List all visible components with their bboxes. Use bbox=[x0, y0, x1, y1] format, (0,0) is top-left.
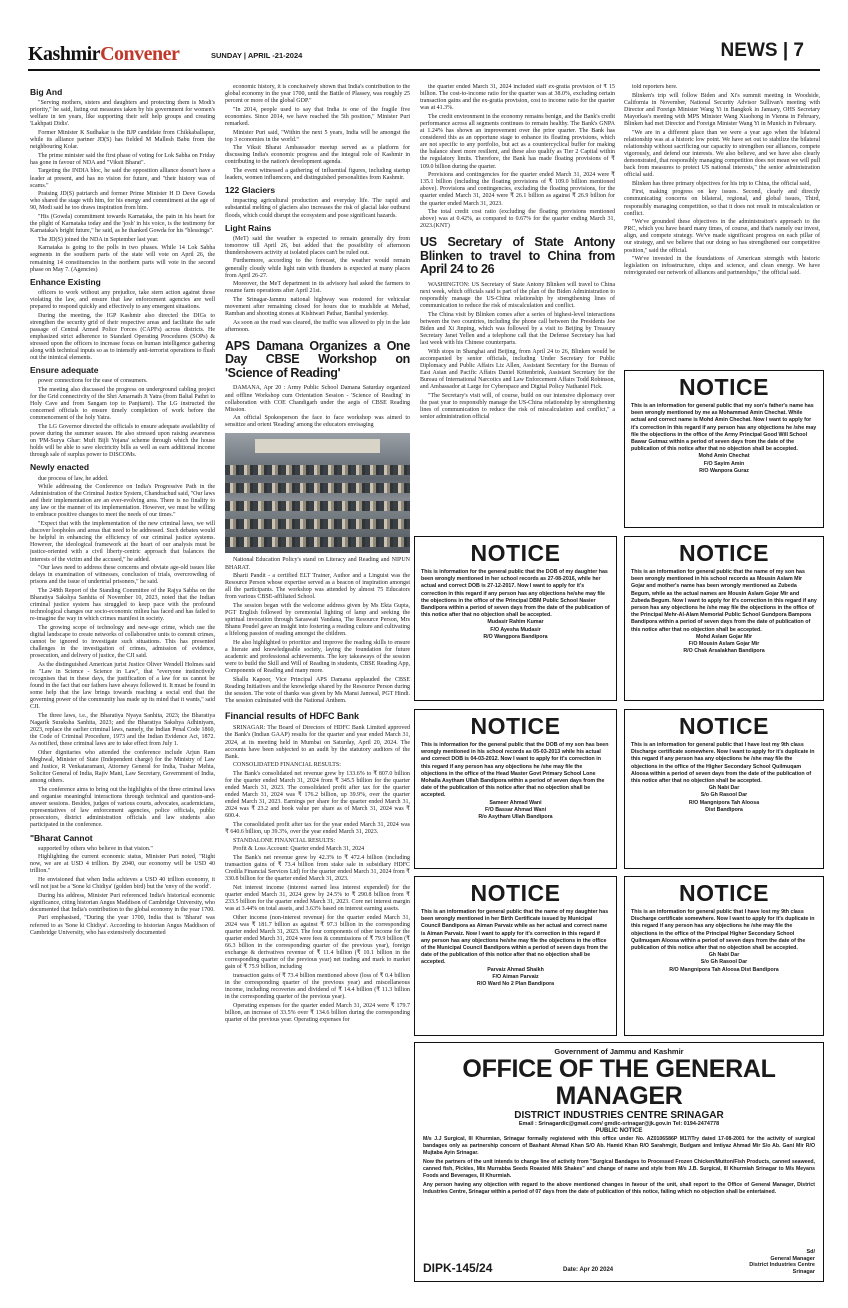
paragraph: (MeT) said the weather is expected to remain generally dry from tomorrow till April 26, but added that the possibility of afternoon thundershowers activity at isolated places can't be ruled out. bbox=[225, 235, 410, 256]
notice-title: NOTICE bbox=[679, 713, 769, 739]
article-column-2 bbox=[225, 84, 410, 1284]
masthead-rule bbox=[28, 69, 820, 71]
govt-body: Now the partners of the unit intends to change line of activity from "Surgical Bandages to Processed Frozen Chicken/Mutton/Fish Products, canned seaweed, canned fish, Pickles, Mix Murrabba Seeds Roasted Milk Shakes" and change of name and style from M/s J.B. Surgical, Ill Khurmiah Srinagar to M/s Meyans Foods and Beverages, Ill Khurmiah. bbox=[423, 1159, 815, 1179]
kicker: Big And bbox=[30, 87, 63, 97]
govt-title: OFFICE OF THE GENERAL MANAGER bbox=[462, 1055, 776, 1110]
notice-signature: S/o Gh Rasool Dar bbox=[700, 792, 748, 799]
notice-signature: R/O Chak Arsalakhan Bandipora bbox=[683, 648, 765, 655]
paragraph: SRINAGAR: The Board of Directors of HDFC Bank Limited approved the Bank's (Indian GAAP) results for the quarter and year ended March 31, 2024, at its meeting held in Mumbai on Saturday, April 20, 2024. The accounts have been subjected to an audit by the statutory auditors of the Bank. bbox=[225, 725, 410, 760]
govt-contact: Email : Srinagardic@gmail.com/ gmdic-srinagar@jk.gov.in Tel: 0194-2474778 bbox=[518, 1121, 720, 1127]
paragraph: The Srinagar-Jammu national highway was restored for vehicular movement after remaining closed for hours due to mudslide at Mehad, Ramban and shooting stones at Kishtwari Pathar, Banihal yesterday. bbox=[225, 296, 410, 318]
notice-signature: R/O Wanpora Guraz bbox=[699, 467, 749, 474]
paragraph: The prime minister said the first phase of voting for Lok Sabha on Friday has gone in favour of NDA and "Viksit Bharat". bbox=[30, 152, 215, 166]
paragraph: The three laws, i.e., the Bharatiya Nyaya Sanhita, 2023; the Bharatiya Nagarik Suraksha Sanhita, 2023; and the Bharatiya Sakshya Adhiniyam, 2023, replace the earlier criminal laws, namely, the Indian Penal Code 1860, the Code of Criminal Procedure, 1973 and the Indian Evidence Act, 1872. As notified, these criminal laws are to take effect from July 1. bbox=[30, 713, 215, 748]
paragraph: "His (Gowda) commitment towards Karnataka, the pain in his heart for the plight of Karnataka today and the 'josh' in his voice, is the testimony for Karnataka's bright future," he said, as he thanked Gowda for his "blessings". bbox=[30, 214, 215, 235]
paragraph: Praising JD(S) patriarch and former Prime Minister H D Deve Gowda who shared the stage with him, for his energy and commitment at the age of 90, Modi said he too draws inspiration from him. bbox=[30, 191, 215, 212]
dipk-number: DIPK-145/24 bbox=[423, 1261, 493, 1275]
paragraph: First, making progress on key issues. Second, clearly and directly communicating concerns on bilateral, regional, and global issues, Third, responsibly managing competition, so that it does not result in miscalculation or conflict. bbox=[624, 189, 820, 217]
government-notice bbox=[414, 1042, 824, 1282]
paragraph: "In 2014, people used to say that India is one of the fragile five economies. Since 2014, we have reached the 5th position," Minister Puri remarked. bbox=[225, 106, 410, 127]
paragraph: As soon as the road was cleared, the traffic was allowed to ply in the late afternoon. bbox=[225, 319, 410, 333]
notice-body: This is an information for general public that my son's father's name has been wrongly mentioned by me as Mohammad Amin Chechat. While actual and correct name is Mohd Amin Chechat. Now I want to apply for it's correction in this regard if any person has any objections he /she may file the objections in the office of the Army Principal Good Will School Bawar Gutmaz within a period of seven days from the date of the publication of this notice after that no objection shall be accepted. bbox=[631, 403, 817, 453]
paragraph: "Serving mothers, sisters and daughters and protecting them is Modi's priority," he said, listing out measures taken by his government for women's welfare in ten years, like supporting their self help groups and creating 'Lakhpati Didis'. bbox=[30, 100, 215, 128]
paragraph: "We are in a different place than we were a year ago when the bilateral relationship was at a historic low point. We have set out to stabilize the bilateral relationship without sacrificing our capacity to strengthen our alliances, compete vigorously, and defend our interests. We also believe, and we have also clearly demonstrated, that responsibly managing competition does not mean we will pull back from measures to protect US national interests," the senior administration official said. bbox=[624, 129, 820, 179]
article-column-3 bbox=[420, 84, 615, 529]
notice-box bbox=[414, 709, 617, 869]
kicker: Enhance Existing bbox=[30, 276, 101, 287]
notice-signature: Parvaiz Ahmad Shaikh bbox=[487, 966, 544, 973]
notice-signature: Gh Nabi Dar bbox=[708, 952, 740, 959]
paragraph: Blinken has three primary objectives for his trip to China, the official said, bbox=[632, 180, 811, 187]
paragraph: National Education Policy's stand on Literacy and Reading and NIPUN BHARAT. bbox=[225, 557, 410, 571]
kicker: Newly enacted bbox=[30, 462, 90, 473]
paragraph: Profit & Loss Account: Quarter ended March 31, 2024 bbox=[233, 846, 365, 853]
masthead bbox=[28, 40, 820, 74]
paragraph: The growing scope of technology and new-age crime, which use the digital landscape to create networks of collaborative units to commit crimes, cannot be ignored to investigate such situations. This has presented challenges in the investigation of crimes, admission of evidence, prosecution, and delivery of justice, the CJI said. bbox=[30, 624, 215, 660]
paragraph: Other income (non-interest revenue) for the quarter ended March 31, 2024 was ₹ 181.7 billion as against ₹ 97.3 billion in the corresponding quarter ended March 31, 2023. The four components of other income for the quarter ended March 31, 2024 were fees & commissions of ₹ 79.9 billion (₹ 66.3 billion in the corresponding quarter of the previous year), foreign exchange & derivatives revenue of ₹ 11.4 billion (₹ 10.1 billion in the corresponding quarter of the previous year) net trading and mark to market gain of ₹ 75.9 billion, including bbox=[225, 914, 410, 971]
notice-signature: R/O Ward No 2 Plan Bandipora bbox=[476, 981, 555, 988]
paragraph: told reporters here. bbox=[632, 84, 678, 90]
paragraph: Other dignitaries who attended the conference include Arjun Ram Meghwal, Minister of State (Independent charge) for the Ministry of Law and Justice, R Venkataramani, Attorney General for India, Tushar Mehta, Solicitor General of India, Rajiv Mani, Law Secretary, Government of India, among others. bbox=[30, 749, 215, 785]
paragraph: He envisioned that when India achieves a USD 40 trillion economy, it will not just be a 'Sone ki Chidiya' (golden bird) but the 'envy of the world'. bbox=[30, 876, 215, 891]
paragraph: "Our laws need to address these concerns and obviate age-old issues like delays in examination of witnesses, conclusion of trials, overcrowding of prisons and the issue of undertrial prisoners," he said. bbox=[30, 565, 215, 586]
govt-line: Government of Jammu and Kashmir bbox=[554, 1047, 684, 1056]
paragraph: The China visit by Blinken comes after a series of highest-level interactions between the two countries, including the phone call between the Presidents Joe Biden and Xi Jinping, which was followed by a visit to Beijing by Treasury Secretary Janet Yellen and a telephone call that the Defense Secretary has had last week with his Chinese counterparts. bbox=[420, 311, 615, 347]
paragraph: impacting agricultural production and everyday life. The rapid and substantial melting of glaciers also increases the risk of glacial lake outburst floods, which could disrupt the ecosystem and pose significant hazards. bbox=[225, 198, 410, 219]
paragraph: "Expect that with the implementation of the new criminal laws, we will discover loopholes and areas that need to be addressed. Such debates would be helpful in enhancing the efficiency of our criminal justice systems. However, the ideological framework at the heart of our analysis must be justice-oriented with a civil liberty-centric approach that balances the interests of the victim and the accused," he added. bbox=[30, 521, 215, 563]
govt-footer bbox=[423, 1249, 815, 1275]
section-label: NEWS | 7 bbox=[720, 40, 804, 61]
headline: APS Damana Organizes a One Day CBSE Workshop on 'Science of Reading' bbox=[225, 338, 410, 380]
paragraph: power connections for the ease of consumers. bbox=[38, 378, 148, 385]
notice-body: This is an information for general public that the name of my son has been wrongly mentioned in his school records as Mousin Aslam Mir Gojar and mother's name has been wrongly mentioned as Zubeda Begum, while as the actual names are Mousin Aslam Gojar Mir and Zubeda Begum. Now I want to apply for it's correction in this regard if any person has any objections he /she may file the objections in the office of the Principal Mehr-Al-Alam Memorial Public School Gundpora Bampora Bandipora within a period of seven days from the date of publication of this notice after that no objection shall be accepted. bbox=[631, 569, 817, 633]
notice-box bbox=[624, 536, 824, 701]
paragraph: The credit environment in the economy remains benign, and the Bank's credit performance across all segments continues to remain healthy. The Bank's GNPA at 1.24% has shown an improvement over the prior quarter. The Bank has considered this as an opportune stage to enhance its floating provisions, which are not specific to any portfolio, but act as a countercyclical buffer for making the balance sheet more resilient, and these also qualify as Tier 2 Capital within the regulatory limits. Therefore, the Bank has made floating provisions of ₹ 109.0 billion during the quarter. bbox=[420, 113, 615, 170]
paragraph: transaction gains of ₹ 73.4 billion mentioned above (loss of ₹ 0.4 billion in the corresponding quarter of the previous year) and miscellaneous income, including recoveries and dividend of ₹ 14.4 billion (₹ 11.3 billion in the corresponding quarter of the previous year). bbox=[225, 972, 410, 1001]
paragraph: The session began with the welcome address given by Ms Ekta Gupta, PGT English followed by ceremonial lighting of lamp and seeking the spiritual invocation through Saraswati Vandana, The Resource Person, Mrs Bhanu Poudel gave an insight into fostering a reading culture and cultivating a lifelong passion of reading amongst the children. bbox=[225, 603, 410, 638]
paragraph: The Bank's net revenue grew by 42.3% to ₹ 472.4 billion (including transaction gains of ₹ 73.4 billion from stake sale in subsidiary HDFC Credila Financial Services Ltd) for the quarter ended March 31, 2024 from ₹ 330.8 billion for the quarter ended March 31, 2023. bbox=[225, 854, 410, 883]
notice-signature: S/o Gh Rasool Dar bbox=[700, 959, 748, 966]
paragraph: The total credit cost ratio (excluding the floating provisions mentioned above) was at 0.42%, as compared to 0.67% for the quarter ending March 31, 2023.(KNT) bbox=[420, 209, 615, 230]
notice-title: NOTICE bbox=[470, 713, 561, 739]
workshop-group-photo bbox=[225, 433, 410, 553]
paragraph: Blinken's trip will follow Biden and Xi's summit meeting in Woodside, California in November, National Security Advisor Sullivan's meeting with Director and Foreign Minister Wang Yi in Bangkok in January, OHS Secretary Mayorkas's meeting with MPS Minister Wang Xiaohong in Vienna in February, Blinken had met Director and Foreign Minister Wang Yi in Munich in February. bbox=[624, 92, 820, 127]
notice-body: This is an information for general public that the name of my daughter has been wrongly mentioned in her Birth Certificate issued by Municipal Council Bandipora as Aiman Parvaiz while as her actual and correct name is Aiman Parvaiz. Now I want to apply for it's correction in this regard if any person has any objections he/she may file the objections in the office of the Municipal Council Bandipora within a period of seven days from the date of the publication of this notice after that no objection shall be accepted. bbox=[421, 909, 609, 966]
notice-title: NOTICE bbox=[470, 880, 561, 906]
paragraph: STANDALONE FINANCIAL RESULTS: bbox=[233, 837, 336, 844]
kicker: Light Rains bbox=[225, 222, 272, 233]
paragraph: The meeting also discussed the progress on underground cabling project for the Grid connectivity of the Shri Amarnath Ji Yatra (from Baltal Pathri to Holy Cave and from Sangam top to Panjtarni). The LG instructed the concerned officials to ensure timely completion of work before the commencement of the holy Yatra. bbox=[30, 386, 215, 422]
paragraph: The consolidated profit after tax for the year ended March 31, 2024 was ₹ 640.6 billion, up 39.3%, over the year ended March 31, 2023. bbox=[225, 822, 410, 836]
dateline: SUNDAY | APRIL -21-2024 bbox=[211, 51, 303, 60]
notice-box bbox=[414, 876, 617, 1036]
paragraph: Karnataka is going to the polls in two phases. While 14 Lok Sabha segments in the southern parts of the state will vote on April 26, the remaining 14 constituencies in the northern parts will vote in the second phase on May 7. (Agencies) bbox=[30, 245, 215, 273]
paragraph: During his address, Minister Puri referenced India's historical economic significance, citing historian Angus Maddison of Cambridge University, who documented that India's contribution to the global economy in the year 1700. bbox=[30, 892, 215, 913]
paragraph: Targeting the INDIA bloc, he said the opposition alliance doesn't have a leader at present, and has no vision for future, and "their history was of scams." bbox=[30, 168, 215, 189]
notice-signature: F/O Bassar Ahmad Wani bbox=[484, 806, 547, 813]
paragraph: He also highlighted to prioritize and improve the reading skills to ensure a literate and knowledgeable society, laying the foundation for future academic and professional achievements. The key takeaways of the session were to build the Skill and Will of Reading in students, CBSE Reading App, Components of Reading and many more. bbox=[225, 640, 410, 675]
paragraph: With stops in Shanghai and Beijing, from April 24 to 26, Blinken would be accompanied by senior officials, including Under Secretary for Public Diplomacy and Public Affairs Liz Allen, Assistant Secretary for the Bureau of East Asian and Pacific Affairs Daniel Kritenbrink, Assistant Secretary for the Bureau of International Narcotics and Law Enforcement Affairs Todd Robinson, and Ambassador at Large for Cyberspace and Digital Policy Nathaniel Fick. bbox=[420, 348, 615, 391]
paragraph: "The Secretary's visit will, of course, build on our intensive diplomacy over the past year to responsibly manage the US-China relationship by strengthening lines of communication to reduce the risk of miscalculation and conflict," a senior administration official bbox=[420, 392, 615, 421]
paragraph: Puri emphasised, "During the year 1700, India that is 'Bharat' was referred to as 'Sone ki Chidiya'. According to historian Angus Maddison of Cambridge University, who has extensively documented bbox=[30, 915, 215, 936]
notice-box bbox=[624, 370, 824, 528]
notice-signature: F/O Mousin Aslam Gojar Mir bbox=[688, 641, 760, 648]
paragraph: Minister Puri said, "Within the next 5 years, India will be amongst the top 3 economies in the world." bbox=[225, 129, 410, 143]
article-column-4 bbox=[624, 84, 820, 364]
notice-signature: F/O Aiman Parvaiz bbox=[492, 973, 539, 980]
paragraph: The JD(S) joined the NDA in September last year. bbox=[38, 236, 159, 243]
notice-box bbox=[624, 709, 824, 869]
paragraph: The conference aims to bring out the highlights of the three criminal laws and organise meaningful interactions through technical and question-and-answer sessions. Besides, judges of various courts, advocates, academicians, representatives of law enforcement agencies, police officials, public prosecutors, district administration officials and law students also participated in the conference. bbox=[30, 786, 215, 829]
notice-signature: F/O Ayesha Mudasir bbox=[490, 626, 541, 633]
notice-title: NOTICE bbox=[679, 374, 769, 400]
paragraph: The 248th Report of the Standing Committee of the Rajya Sabha on the Bharatiya Sakshya Sanhita of November 10, 2023, noted that the Indian criminal justice system has struggled to keep pace with the profound technological changes our socio-economic milieu has faced and has failed to re-imagine the way in which crimes manifest in society. bbox=[30, 587, 215, 623]
article-column-1 bbox=[30, 84, 215, 1284]
paragraph: Bharti Pandit - a certified ELT Trainer, Author and a Linguist was the Resource Person whose expertise served as a beacon of inspiration amongst all the participants. The workshop was attended by almost 75 Educators from various CBSE-affiliated School. bbox=[225, 573, 410, 601]
notice-signature: R/O Wangpora Bandipora bbox=[483, 633, 548, 640]
paragraph: An official Spokesperson the face to face workshop was aimed to sensitize and orient 'Reading' among the educators envisaging bbox=[225, 415, 410, 429]
notice-body: This is information for the general public that the DOB of my daughter has been wrongly mentioned in her school records as 27-08-2016, while her actual and correct DOB is 27-12-2017. Now I want to apply for it's correction in this regard if any person has any objections he/she may file the objections in the office of the Principal DBM Public School Nasier Bandipora within a period of seven days from the date of the publication of this notice after that no objection shall be accepted. bbox=[421, 569, 610, 619]
headline: US Secretary of State Antony Blinken to travel to China from April 24 to 26 bbox=[420, 235, 615, 277]
paragraph: the quarter ended March 31, 2024 included staff ex-gratia provision of ₹ 15 billion. The cost-to-income ratio for the quarter was at 38.0%, excluding certain transaction gains and the ex-gratia provision, cost to income ratio for the quarter was at 41.3%. bbox=[420, 84, 615, 112]
govt-signature: Sd/ General Manager District Industries Centre Srinagar bbox=[749, 1249, 815, 1275]
govt-date: Date: Apr 20 2024 bbox=[563, 1267, 614, 1273]
paragraph: officers to work without any prejudice, take stern action against those violating the law, and ensure that law enforcement agencies are well prepared to respond quickly and effectively to any emergent situations. bbox=[30, 289, 215, 311]
notice-box bbox=[414, 536, 617, 701]
notice-title: NOTICE bbox=[679, 880, 769, 906]
notice-signature: Gh Nabi Dar bbox=[708, 785, 740, 792]
paragraph: WASHINGTON: US Secretary of State Antony Blinken will travel to China next week, which officials said is part of the plan of the Biden Administration to responsibly manage the US-China relationship by strengthening lines of communication to reduce the risk of miscalculation and conflict. bbox=[420, 281, 615, 310]
notice-body: This is information for the general public that the DOB of my son has been wrongly mentioned in his school records as 05-03-2013 while his actual and correct DOB is 04-03-2012. Now I want to apply for it's correction in this regard if any person has any objections he /she may file the objections in the office of the Head Master Govt Primary School Lone Mohalla Asytham Ullah Bandipora within a period of seven days from the date of the publication of this notice after that no objection shall be accepted. bbox=[421, 742, 609, 799]
notice-title: NOTICE bbox=[679, 540, 769, 566]
newspaper-logo: KashmirConvener bbox=[28, 43, 180, 65]
notice-signature: R/O Mangnipora Tah Aloosa bbox=[688, 799, 760, 806]
paragraph: "We've grounded these objectives in the administration's approach to the PRC, which you have heard many times, of course, and that's namely our invest, align, and compete strategy. We've made significant progress on each pillar of our strategy, and we believe that our doing so has strengthened our competitive position," said the official. bbox=[624, 219, 820, 254]
notice-signature: R/O Mangnipora Tah Aloosa Dist Bandipora bbox=[669, 966, 779, 973]
paragraph: DAMANA, Apr 20 : Army Public School Damana Saturday organized and offline Workshop cum Orientation Session - 'Science of Reading' in collaboration with COE Chandigarh under the aegis of CBSE Reading Mission. bbox=[225, 385, 410, 413]
paragraph: Moreover, the MeT department in its advisory had asked the farmers to resume farm operations after April 21st. bbox=[225, 281, 410, 295]
notice-signature: Mohd Amin Chechat bbox=[698, 453, 750, 460]
paragraph: The LG Governor directed the officials to ensure adequate availability of power during the summer season. He also stressed upon raising awareness on 'PM-Surya Ghar: Muft Bijli Yojana' scheme through which the house holds will be able to save electricity bills as well as earn additional income through sale of surplus power to DISCOMs. bbox=[30, 423, 215, 459]
paragraph: The Bank's consolidated net revenue grew by 133.6% to ₹ 807.0 billion for the quarter ended March 31, 2024 from ₹ 345.5 billion for the quarter ended March 31, 2023. The consolidated profit after tax for the quarter ended March 31, 2024 was ₹ 176.2 billion, up 39.9%, over the quarter ended March 31, 2023. Earnings per share for the quarter ended March 31, 2024 was ₹ 23.2 and book value per share as of March 31, 2024 was ₹ 600.4. bbox=[225, 770, 410, 820]
notice-signature: Sameer Ahmad Wani bbox=[489, 799, 542, 806]
notice-signature: Dist Bandipora bbox=[705, 806, 743, 813]
kicker: "Bharat Cannot bbox=[30, 832, 93, 843]
notice-signature: Mohd Aslam Gojar Mir bbox=[695, 633, 752, 640]
paragraph: The Viksit Bharat Ambassador meetup served as a platform for discussing India's economic progress and the integral role of Kashmir in contributing to the nation's development agenda. bbox=[225, 145, 410, 166]
paragraph: During the meeting, the IGP Kashmir also directed the DIGs to strengthen the security grid of their respective areas and facilitate the safe passage of Central Armed Police Forces (CAPFs) across districts. He emphasized strict adherence to Standard Operating Procedures (SOPs) & stressed upon the officers to increase focus on human intelligence gathering along with technical inputs so as to intensify anti-terrorist operations to flush out the inimical elements. bbox=[30, 312, 215, 362]
paragraph: Furthermore, according to the forecast, the weather would remain generally cloudy while light rain with thunders is expected at many places from April 26-27. bbox=[225, 258, 410, 279]
paragraph: CONSOLIDATED FINANCIAL RESULTS: bbox=[233, 762, 341, 769]
paragraph: As the distinguished American jurist Justice Oliver Wendell Holmes said in "Law in Science - Science in Law", that "everyone instinctively recognises that in these days, the justification of a law for us cannot be found in the fact that our fathers have always followed it. It must be found in some help that the law brings towards reaching a social end that the governing power of the community has made up its mind that it wants," said CJI. bbox=[30, 661, 215, 711]
paragraph: Provisions and contingencies for the quarter ended March 31, 2024 were ₹ 135.1 billion (including the floating provisions of ₹ 109.0 billion mentioned above). Provisions and contingencies, excluding the floating provisions, for the quarter ended March 31, 2024 were ₹ 26.1 billion as against ₹ 26.9 billion for the quarter ended March 31, 2023. bbox=[420, 172, 615, 207]
notice-body: This is an information for general public that I have lost my 9th class Discharge certificate somewhere. Now I want to apply for it's duplicate in this regard if any person has any objections he /she may file the objections in the office of the Higher Secondary School Quilmuqam Aloosa within a period of seven days from the date of the publication of this notice after that no objection shall be accepted. bbox=[631, 742, 815, 785]
paragraph: While addressing the Conference on India's Progressive Path in the Administration of the Criminal Justice System, Chandrachud said, "Our laws and their implementation are an ever-evolving area. There is no finality to any law or the manner of its implementation. However, we must be willing to embrace positive changes to meet the needs of our times." bbox=[30, 484, 215, 519]
notice-signature: R/o Asytham Ullah Bandipora bbox=[478, 814, 553, 821]
notice-title: NOTICE bbox=[470, 540, 561, 566]
govt-subtitle: DISTRICT INDUSTRIES CENTRE SRINAGAR bbox=[514, 1110, 724, 1121]
paragraph: "We've invested in the foundations of American strength with historic legislation on infrastructure, chips and science, and clean energy. We have reinvigorated our network of alliances and partnerships," the official said. bbox=[624, 256, 820, 277]
paragraph: Operating expenses for the quarter ended March 31, 2024 were ₹ 179.7 billion, an increase of 33.5% over ₹ 134.6 billion during the corresponding quarter of the previous year. Operating expenses for bbox=[225, 1002, 410, 1023]
notice-signature: Mudasir Rahim Kumar bbox=[487, 619, 544, 626]
govt-heading: PUBLIC NOTICE bbox=[595, 1128, 643, 1134]
notice-signature: F/O Sayim Amin bbox=[703, 460, 745, 467]
paragraph: supported by others who believe in that vision." bbox=[38, 845, 153, 852]
paragraph: Highlighting the current economic status, Minister Puri noted, "Right now, we are at USD 4 trillion. By 2040, our economy will be USD 40 trillion." bbox=[30, 854, 215, 875]
paragraph: Former Minister K Sudhakar is the BJP candidate from Chikkaballapur, while its alliance partner JD(S) has fielded M Mallesh Babu from the neighbouring Kolar. bbox=[30, 129, 215, 151]
notice-box bbox=[624, 876, 824, 1036]
paragraph: economic history, it is conclusively shown that India's contribution to the global economy in the year 1700, until the Battle of Plassey, was roughly 25 percent or more of the global GDP." bbox=[225, 84, 410, 105]
kicker: 122 Glaciers bbox=[225, 185, 276, 196]
govt-body: Any person having any objection with regard to the above mentioned changes in favour of the unit, shall report to the Office of General Manager, District Industries Centre, Srinagar within a period of 07 days from the date of publication of this notice, failing which no objection shall be entertained. bbox=[423, 1182, 815, 1195]
paragraph: due process of law, he added. bbox=[38, 475, 109, 482]
govt-body: M/s J.J Surgical, Ill Khurmian, Srinagar formally registered with this office under No. AZ0106586P M17/Try dated 17-08-2001 for the activity of surgical bandages only as partnership concern of Bashant Ahmad Khan S/O Ab. Hamid Khan R/O Sarahmgir, Budgam and Imtiyaz Ahmad Mir S/o Ab. Gani Mir R/O Mujtaba Ayin Srinagar. bbox=[423, 1136, 815, 1156]
kicker: Ensure adequate bbox=[30, 365, 99, 376]
headline: Financial results of HDFC Bank bbox=[225, 711, 360, 722]
paragraph: The event witnessed a gathering of influential figures, including startup leaders, women influencers, and distinguished personalities from Kashmir. bbox=[225, 168, 410, 182]
notice-body: This is an information for general public that I have lost my 9th class Discharge certificate somewhere. Now I want to apply for it's duplicate in this regard if any person has any objections he /she may file the objections in the office of the Principal Higher Secondary School Quilmuqam Aloosa within a period of seven days from the date of the publication of this notice after that no objection shall be accepted. bbox=[631, 909, 815, 952]
paragraph: Shallu Kapoor, Vice Principal APS Damana applauded the CBSE Reading Initiatives and the knowledge shared by the Resource Person during the session. The vote of thanks was given by Ms Mansi Jamwal, PGT Hindi. The session culminated with the National Anthem. bbox=[225, 676, 410, 705]
paragraph: Net interest income (interest earned less interest expended) for the quarter ended March 31, 2024 grew by 24.5% to ₹ 290.8 billion from ₹ 233.5 billion for the quarter ended March 31, 2023. Core net interest margin was at 3.44% on total assets, and 3.63% based on interest earning assets. bbox=[225, 884, 410, 913]
